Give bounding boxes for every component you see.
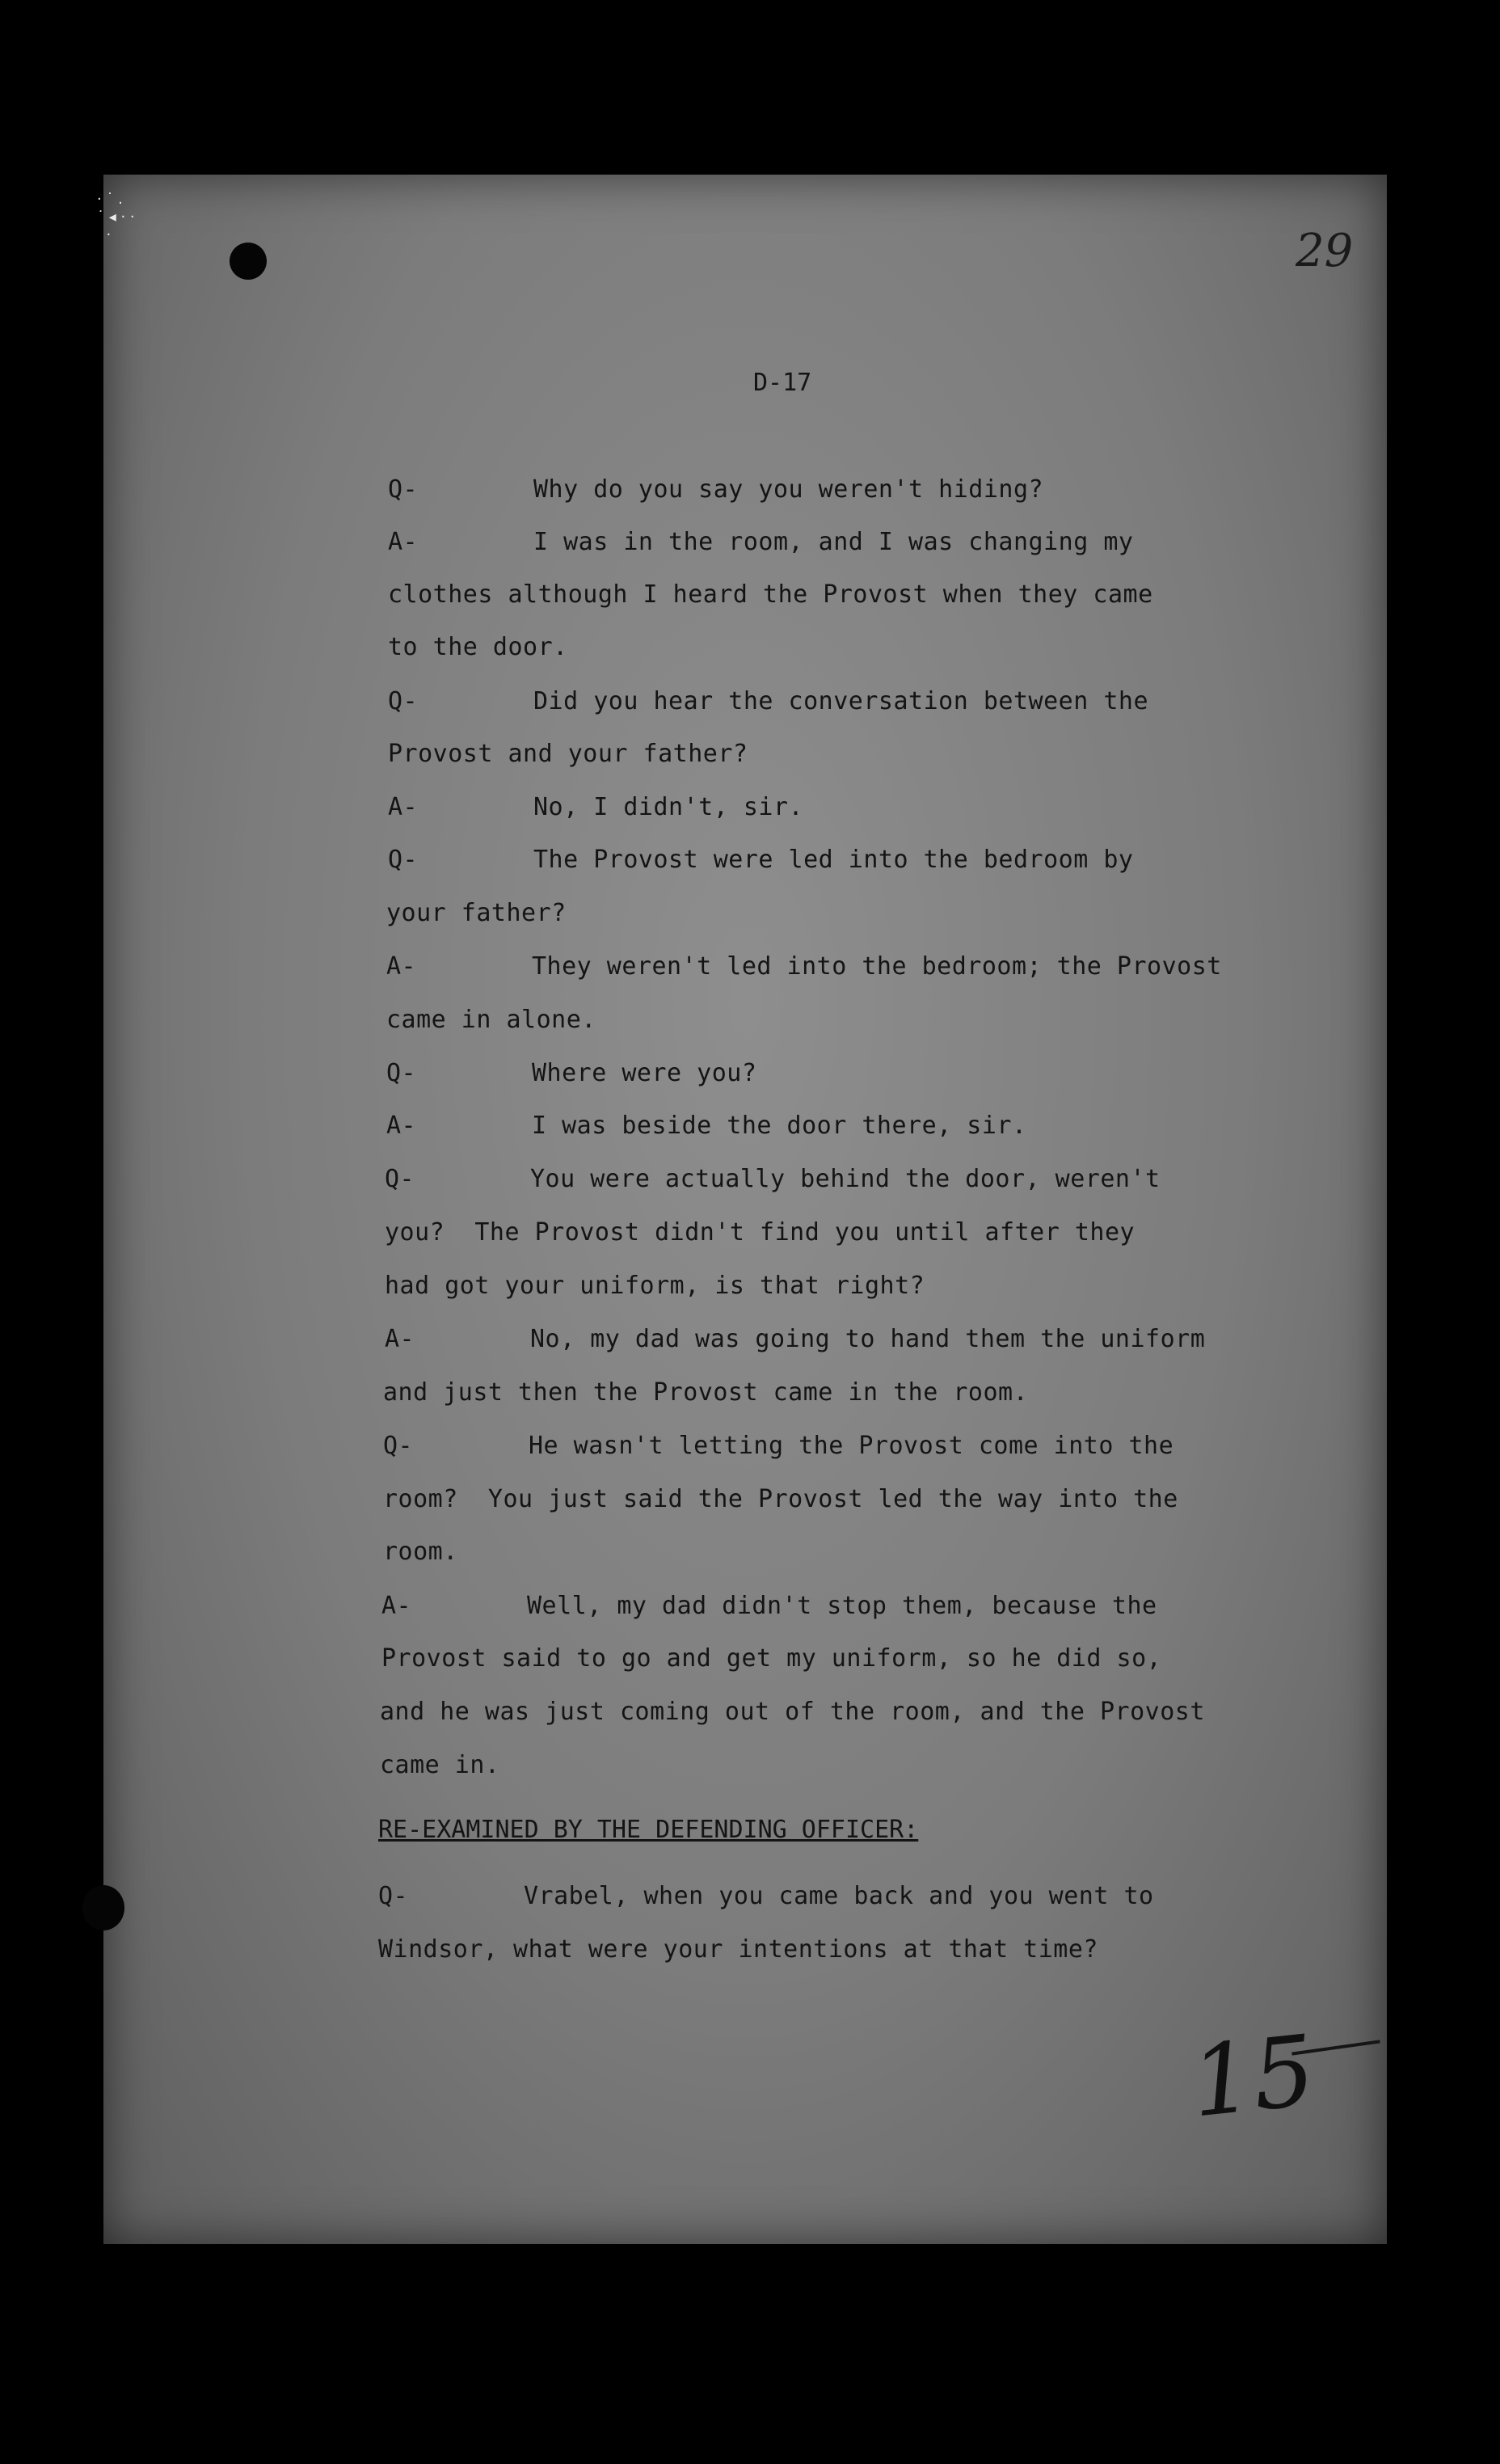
transcript-line [388,846,1133,874]
line-text: They weren't led into the bedroom; the Provost [532,952,1222,981]
line-text: No, my dad was going to hand them the uniform [530,1325,1206,1353]
speaker-label: Q- [386,1059,417,1087]
line-text: came in alone. [386,1006,596,1034]
line-text: Well, my dad didn't stop them, because the [527,1592,1157,1620]
line-text: your father? [386,899,567,927]
line-text: I was in the room, and I was changing my [533,528,1134,556]
line-text: You were actually behind the door, weren't [530,1165,1161,1193]
line-text: Why do you say you weren't hiding? [533,475,1044,504]
line-text: you? The Provost didn't find you until after they [385,1218,1136,1247]
line-text: and he was just coming out of the room, and the Provost [380,1698,1205,1726]
speaker-label: A- [388,528,419,556]
transcript-line [388,633,568,661]
transcript-line [385,1218,1135,1247]
transcript-line [386,952,1222,981]
line-text: came in. [380,1751,500,1779]
transcript-line [381,1592,1157,1620]
transcript-line [385,1272,925,1300]
line-text: and just then the Provost came in the room. [383,1378,1029,1407]
line-text: room. [383,1538,458,1566]
transcript-line [386,1006,596,1034]
line-text: Where were you? [532,1059,757,1087]
speaker-label: A- [388,793,419,821]
speaker-label: A- [386,1112,417,1140]
transcript-line [380,1698,1205,1726]
transcript-line [386,1059,756,1087]
line-text: room? You just said the Provost led the way into the [383,1485,1178,1513]
section-heading: RE-EXAMINED BY THE DEFENDING OFFICER: [378,1816,919,1844]
transcript-line [386,1112,1027,1140]
transcript-line [388,475,1043,504]
transcript-line [383,1432,1173,1460]
speaker-label: Q- [385,1165,415,1193]
document-id: D-17 [753,369,812,397]
line-text: Did you hear the conversation between the [533,687,1149,715]
transcript-line [386,899,567,927]
transcript-line [383,1538,458,1566]
speaker-label: Q- [383,1432,414,1460]
transcript-line [383,1378,1028,1407]
speaker-label: Q- [388,846,419,874]
speaker-label: Q- [388,687,419,715]
punch-hole [82,1885,124,1930]
transcript-line [388,687,1148,715]
speaker-label: Q- [378,1882,409,1910]
handwritten-folio-number: 15 [1186,2015,1321,2140]
line-text: He wasn't letting the Provost come into the [529,1432,1174,1460]
page-number: 29 [1296,225,1354,277]
line-text: to the door. [388,633,568,661]
line-text: Vrabel, when you came back and you went to [524,1882,1154,1910]
transcript-line [385,1165,1161,1193]
transcript-line [385,1325,1205,1353]
document-page [97,175,1387,2244]
speaker-label: A- [381,1592,412,1620]
transcript-line [378,1882,1154,1910]
line-text: I was beside the door there, sir. [532,1112,1027,1140]
line-text: clothes although I heard the Provost when they came [388,580,1153,609]
transcript-line [388,528,1133,556]
transcript-line [383,1485,1178,1513]
transcript-line [381,1644,1161,1673]
speaker-label: Q- [388,475,419,504]
line-text: Provost and your father? [388,740,748,768]
transcript-line [388,740,748,768]
dust-specks: · ˙ . ˙ ◂ · · · [97,191,135,243]
line-text: Windsor, what were your intentions at that time? [378,1935,1098,1964]
transcript-line [388,793,803,821]
line-text: The Provost were led into the bedroom by [533,846,1134,874]
speaker-label: A- [385,1325,415,1353]
transcript-line [378,1935,1098,1964]
line-text: Provost said to go and get my uniform, so he did so, [381,1644,1162,1673]
line-text: had got your uniform, is that right? [385,1272,925,1300]
transcript-line [388,580,1153,609]
speaker-label: A- [386,952,417,981]
line-text: No, I didn't, sir. [533,793,804,821]
transcript-line [380,1751,500,1779]
punch-hole [230,243,267,280]
